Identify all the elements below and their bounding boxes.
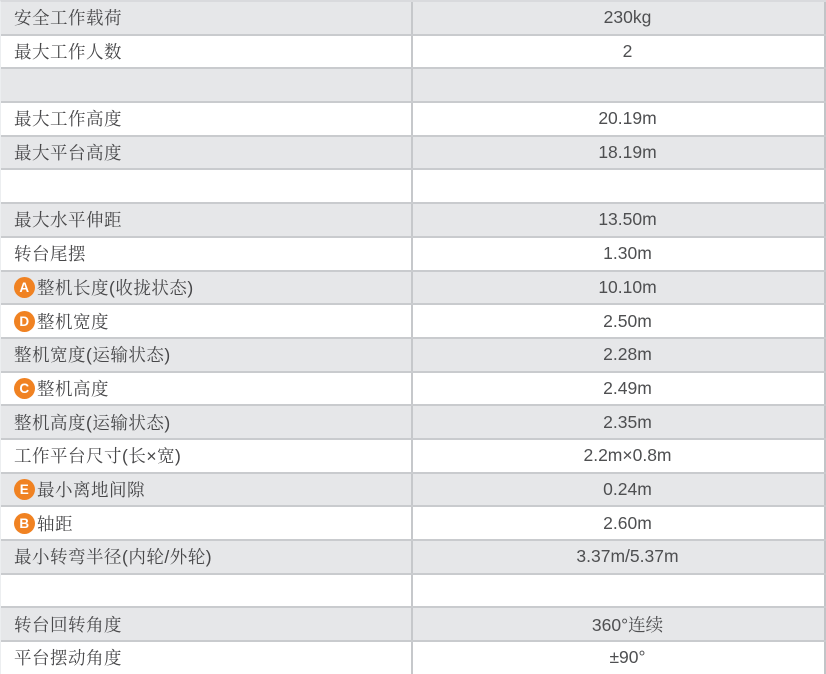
- spec-value-text: 2.49m: [603, 377, 652, 398]
- spec-value-text: 2.2m×0.8m: [583, 445, 672, 466]
- spec-value-text: 18.19m: [598, 142, 657, 163]
- spec-label-text: 转台回转角度: [14, 614, 122, 635]
- spec-value-text: 2.50m: [603, 310, 652, 331]
- table-row: [1, 642, 826, 674]
- spec-value-cell: [413, 137, 826, 169]
- spec-value-text: 3.37m/5.37m: [576, 546, 679, 567]
- spec-label-cell: [1, 608, 413, 640]
- spec-label-text: 整机高度: [37, 378, 109, 399]
- table-row: [1, 440, 826, 474]
- table-row: [1, 204, 826, 238]
- spec-value-text: ±90°: [609, 647, 646, 668]
- spec-value-cell: [413, 575, 826, 607]
- table-row: [1, 69, 826, 103]
- spec-value-cell: [413, 36, 826, 68]
- spec-label-cell: [1, 373, 413, 405]
- spec-label-cell: [1, 305, 413, 337]
- table-row: [1, 137, 826, 171]
- table-row: [1, 103, 826, 137]
- spec-value-cell: [413, 339, 826, 371]
- spec-label-cell: [1, 238, 413, 270]
- spec-label-cell: [1, 339, 413, 371]
- table-row: [1, 406, 826, 440]
- spec-label-text: 整机宽度: [37, 311, 109, 332]
- spec-label-text: 转台尾摆: [14, 244, 86, 265]
- spec-value-text: 2.28m: [603, 344, 652, 365]
- spec-value-cell: [413, 2, 826, 34]
- spec-label-cell: [1, 69, 413, 101]
- spec-label-cell: [1, 474, 413, 506]
- spec-value-text: 360°连续: [591, 614, 664, 635]
- spec-value-text: 2.60m: [603, 512, 652, 533]
- spec-value-text: 2: [622, 41, 633, 62]
- spec-value-cell: [413, 406, 826, 438]
- spec-value-cell: [413, 305, 826, 337]
- spec-label-cell: [1, 36, 413, 68]
- spec-value-text: 2.35m: [603, 411, 652, 432]
- spec-value-cell: [413, 204, 826, 236]
- spec-label-cell: [1, 575, 413, 607]
- table-row: [1, 36, 826, 70]
- table-row: [1, 2, 826, 36]
- spec-label-text: 工作平台尺寸(长×宽): [14, 446, 182, 467]
- spec-value-cell: [413, 541, 826, 573]
- spec-value-cell: [413, 373, 826, 405]
- spec-label-text: 最大工作人数: [14, 42, 122, 63]
- dimension-marker-badge-C: C: [14, 378, 35, 399]
- spec-value-text: 0.24m: [603, 478, 652, 499]
- spec-value-text: 13.50m: [598, 209, 657, 230]
- dimension-marker-badge-E: E: [14, 479, 35, 500]
- spec-value-cell: [413, 474, 826, 506]
- spec-label-cell: [1, 406, 413, 438]
- table-row: [1, 170, 826, 204]
- spec-label-cell: [1, 137, 413, 169]
- spec-label-text: 最大工作高度: [14, 109, 122, 130]
- spec-label-text: 整机宽度(运输状态): [14, 345, 171, 366]
- spec-label-cell: [1, 507, 413, 539]
- spec-label-text: 整机高度(运输状态): [14, 412, 171, 433]
- spec-value-cell: [413, 69, 826, 101]
- dimension-marker-badge-B: B: [14, 513, 35, 534]
- spec-value-cell: [413, 440, 826, 472]
- table-row: [1, 575, 826, 609]
- spec-value-cell: [413, 103, 826, 135]
- spec-label-text: 整机长度(收拢状态): [37, 277, 194, 298]
- table-row: [1, 474, 826, 508]
- spec-label-text: 安全工作载荷: [14, 8, 122, 29]
- spec-label-text: 最大平台高度: [14, 143, 122, 164]
- spec-value-cell: [413, 507, 826, 539]
- spec-value-text: 230kg: [603, 7, 652, 28]
- spec-value-text: 10.10m: [598, 276, 657, 297]
- table-row: [1, 272, 826, 306]
- spec-label-text: 最大水平伸距: [14, 210, 122, 231]
- spec-label-cell: [1, 204, 413, 236]
- spec-label-cell: [1, 2, 413, 34]
- spec-label-text: 最小转弯半径(内轮/外轮): [14, 547, 213, 568]
- table-row: [1, 507, 826, 541]
- dimension-marker-badge-D: D: [14, 311, 35, 332]
- spec-label-text: 轴距: [37, 513, 73, 534]
- spec-value-text: 1.30m: [603, 243, 652, 264]
- spec-value-cell: [413, 608, 826, 640]
- table-row: [1, 305, 826, 339]
- spec-label-cell: [1, 642, 413, 674]
- spec-label-text: 平台摆动角度: [14, 648, 122, 669]
- dimension-marker-badge-A: A: [14, 277, 35, 298]
- spec-value-cell: [413, 238, 826, 270]
- spec-label-cell: [1, 103, 413, 135]
- spec-table-body: [1, 2, 826, 674]
- table-row: [1, 541, 826, 575]
- spec-label-text: 最小离地间隙: [37, 479, 145, 500]
- spec-value-cell: [413, 170, 826, 202]
- table-row: [1, 373, 826, 407]
- table-row: [1, 238, 826, 272]
- spec-value-text: 20.19m: [598, 108, 657, 129]
- table-row: [1, 339, 826, 373]
- spec-label-cell: [1, 541, 413, 573]
- spec-label-cell: [1, 272, 413, 304]
- spec-label-cell: [1, 170, 413, 202]
- table-row: [1, 608, 826, 642]
- spec-value-cell: [413, 642, 826, 674]
- spec-label-cell: [1, 440, 413, 472]
- spec-value-cell: [413, 272, 826, 304]
